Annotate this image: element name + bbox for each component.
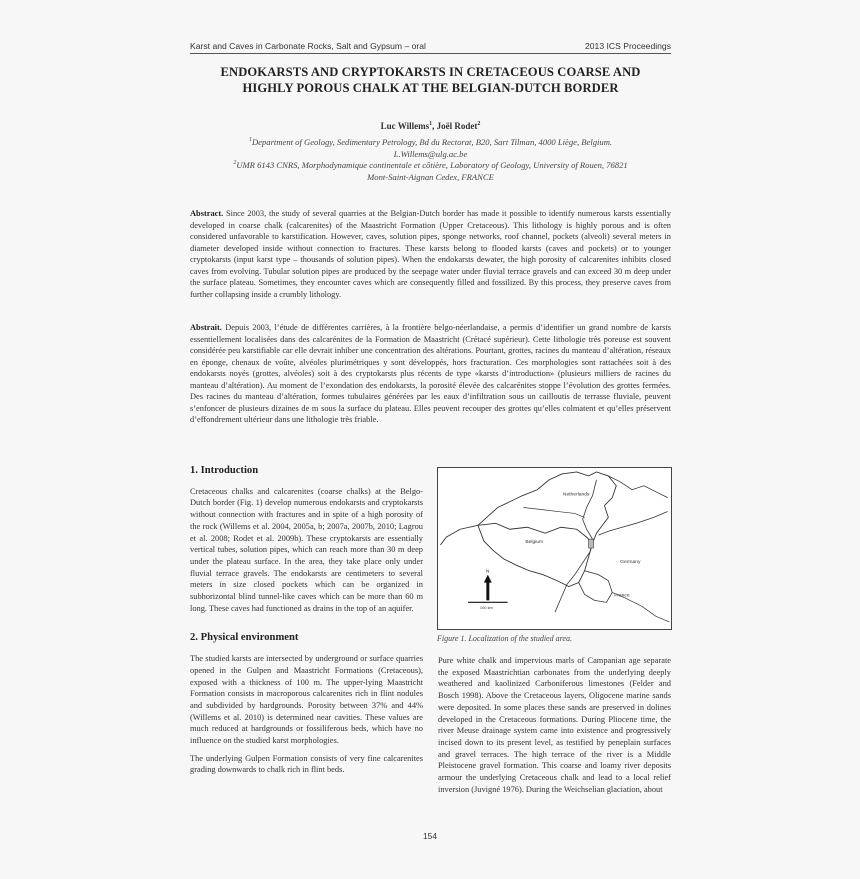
title-line-1: ENDOKARSTS AND CRYPTOKARSTS IN CRETACEOUS COARSE AND	[220, 65, 641, 79]
section-2-heading: 2. Physical environment	[190, 632, 299, 644]
paper-title	[190, 64, 671, 96]
author-1: Luc Willems	[380, 121, 430, 131]
section-1-paragraph: Cretaceous chalks and calcarenites (coarse chalks) at the Belgo-Dutch border (Fig. 1) develop numerous endokarsts and cryptokarsts without connection with fractures and in spite of a high porosity of the rock (Willems et al. 2004, 2005a, b; 2007a, 2007b, 2010; Lagrou et al. 2008; Rodet et al. 2009b). These cryptokarsts are essentially vertical tubes, solution pipes, which can reach more than 30 m deep under the plateau surface. In the area, they take place only under fluvial terrace gravels. The endokarsts are centimeters to several meters in size closed pockets which can be organized in subhorizontal blind tunnel-like caves which can be more than 60 m long. These caves had functioned as drains in the top of an aquifer.	[190, 486, 423, 613]
section-1-heading: 1. Introduction	[190, 465, 259, 476]
affiliation-1-text: Department of Geology, Sedimentary Petrology, Bd du Rectorat, B20, Sart Tilman, 4000 Liège, Belgium.	[251, 136, 613, 147]
label-scale: 100 km	[479, 605, 493, 611]
abstract-fr-text: Depuis 2003, l’étude de différentes carrières, à la frontière belgo-néerlandaise, a permis d’identifier un grand nombre de karsts essentiellement localisées dans des calcarénites de la Formation de Maastricht (Crétacé supérieur). Cette lithologie très poreuse est souvent considérée peu karstifiable car elle devrait inhiber une concentration des altérations. Pourtant, grottes, racines du manteau d’altération, réseaux en éponge, chenaux de voûte, alvéoles plurimétriques y sont développés, hors fracturation. Ces morphologies sont rattachées soit à des endokarsts noyés (grottes, alvéoles) soit à des cryptokarsts plus récents de type «karsts d’introduction» (plusieurs milliers de racines du manteau d’altération). Au moment de l’exondation des endokarsts, la porosité élevée des calcarénites stoppe l’évolution des grottes fermées. Des racines du manteau d’altération, formes tubulaires générées par les eaux d’infiltration sous un cailloutis de terrasse fluviale, peuvent s’enfoncer de plusieurs dizaines de m sous la surface du plateau. Elles peuvent recouper des grottes qu’elles colmatent et qu’elles préservent d’effondrement ultérieur dans une lithologie très friable.	[190, 323, 671, 424]
label-germany: Germany	[620, 559, 641, 565]
map-border-nl-de	[593, 506, 609, 544]
section-2-paragraph-2: The underlying Gulpen Formation consists of very fine calcarenites grading downwards to chalk rich in flint beds.	[190, 753, 423, 775]
author-1-sup: 1	[429, 121, 433, 127]
page-number: 154	[423, 831, 437, 841]
label-north: N	[485, 569, 490, 575]
map-border-de	[608, 476, 667, 498]
affiliation-1-email: L.Willems@ulg.ac.be	[393, 148, 468, 159]
figure-1-caption: Figure 1. Localization of the studied area.	[437, 634, 572, 643]
right-column-paragraph: Pure white chalk and impervious marls of Campanian age separate the exposed Maastrichtian carbonates from the underlying deeply weathered and kaolinized Carboniferous limestones (Felder and Bosch 1998). Above the Cretaceous layers, Oligocene marine sands were deposited. In some places these sands are preserved in dolines developed in the Cretaceous formations. During Pliocene time, the river Meuse drainage system came into existence and progressively incised down to its present level, as testified by peneplain surfaces and gravel terraces. The high terrace of the river is a Middle Pleistocene gravel formation. This coarse and loamy river deposits armour the underlying Cretaceous chalk and lead to a local relief inversion (Juvigné 1976). During the Weichselian glaciation, about	[438, 656, 671, 794]
title-line-2: HIGHLY POROUS CHALK AT THE BELGIAN-DUTCH BORDER	[242, 81, 619, 95]
affiliation-2-sup: 2	[233, 160, 237, 166]
map-coast-france	[440, 525, 478, 545]
affiliation-1-sup: 1	[248, 137, 252, 143]
authors	[190, 121, 671, 131]
study-area-marker	[589, 539, 594, 548]
affiliation-2-text: UMR 6143 CNRS, Morphodynamique continentale et côtière, Laboratory of Geology, University of Rouen, 76821	[236, 159, 628, 170]
map-border-belgium	[478, 523, 593, 586]
affiliation-2-line2: Mont-Saint-Aignan Cedex, FRANCE	[367, 171, 494, 182]
map-river-west	[523, 508, 584, 518]
abstract-fr-label: Abstrait.	[190, 323, 222, 332]
running-head	[190, 38, 671, 54]
abstract-english	[190, 208, 671, 300]
abstract-en-label: Abstract.	[190, 209, 224, 218]
abstract-french	[190, 322, 671, 426]
north-arrow-head	[484, 575, 492, 583]
map-border-lux	[579, 571, 613, 603]
label-netherlands: Netherlands	[562, 492, 590, 498]
affiliation-1	[190, 134, 671, 160]
abstract-en-text: Since 2003, the study of several quarries at the Belgian-Dutch border has made it possible to identify numerous karsts essentially developed in coarse chalk (calcarenites) of the Maastricht Formation (Upper Cretaceous). This lithology is highly porous and is often considered unfavorable to karstification. However, caves, solution pipes, sponge networks, roof channel, pockets (alveoli) several meters in diameter developed inside without connection to fractures. These karsts belong to flooded karsts (caves and pockets) or to younger cryptokarsts (input karst type – thousands of solution pipes). When the endokarsts dewater, the high porosity of calcarenites inhibits closed caves from evolving. Tubular solution pipes are produced by the seepage water under fluvial terrace gravels and can exceed 30 m deep under the surface plateau. Sometimes, they encounter caves which are consequently filled and fossilized. By this process, they preserve caves from further collapsing inside a crumbly lithology.	[190, 209, 671, 299]
map-graphic	[438, 468, 671, 629]
figure-1-map	[437, 467, 672, 630]
author-2: , Joël Rodet	[432, 121, 478, 131]
running-head-right: 2013 ICS Proceedings	[585, 41, 671, 51]
map-river-rhine	[598, 511, 667, 535]
right-column	[438, 655, 671, 801]
label-belgium: Belgium	[525, 540, 544, 546]
author-2-sup: 2	[477, 121, 481, 127]
map-coastline	[478, 472, 616, 525]
running-head-left: Karst and Caves in Carbonate Rocks, Salt and Gypsum – oral	[190, 41, 426, 51]
left-column	[190, 465, 423, 782]
section-2-paragraph-1: The studied karsts are intersected by underground or surface quarries opened in the Gulpen and Maastricht Formations (Cretaceous), exposed with a thickness of 100 m. The upper-lying Maastricht Formation consists in macroporous calcarenites rich in flint nodules and subdivided by hardgrounds. Porosity between 37% and 44% (Willems et al. 2010) is determined near cavities. These values are much reduced at hardgrounds or fossiliferous beds, which have no influence on the studied karst morphologies.	[190, 654, 423, 746]
label-france: France	[614, 593, 630, 599]
affiliation-2	[190, 157, 671, 183]
